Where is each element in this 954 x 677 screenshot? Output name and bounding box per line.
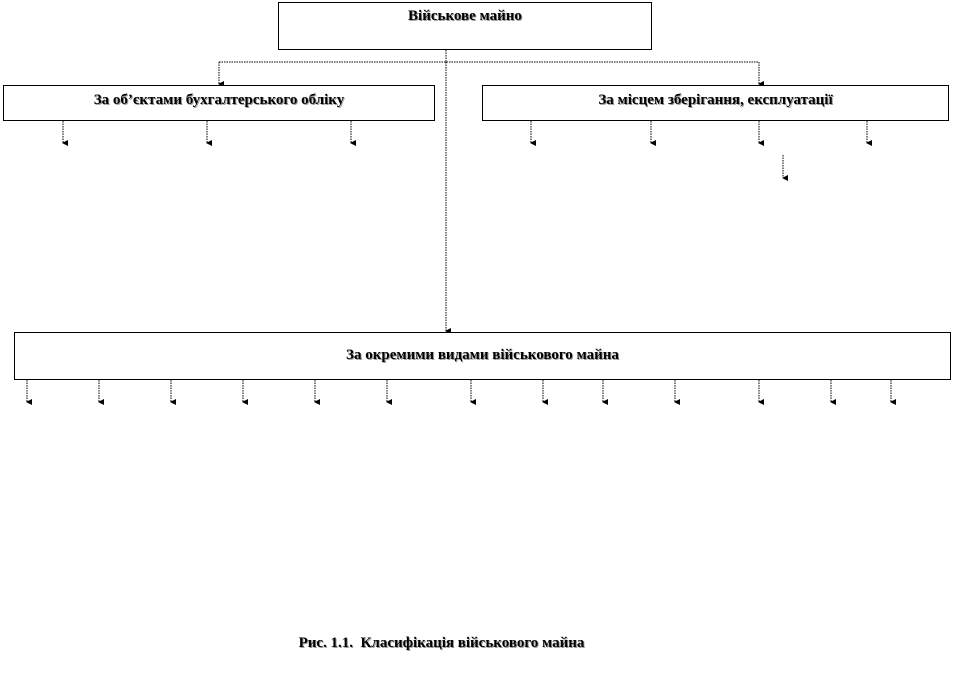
branch-node-label: За місцем зберігання, експлуатації — [598, 92, 833, 108]
figure-caption: Рис. 1.1. Класифікація військового майна — [298, 635, 585, 651]
branch-node-label: За окремими видами військового майна — [346, 347, 619, 363]
root-node-military-property — [278, 2, 652, 50]
branch-node-label: За об’єктами бухгалтерського обліку — [93, 92, 345, 108]
branch-node-storage-location — [482, 85, 949, 121]
branch-node-accounting-objects — [3, 85, 435, 121]
branch-node-property-types — [14, 332, 951, 380]
root-node-label: Військове майно — [408, 8, 522, 24]
